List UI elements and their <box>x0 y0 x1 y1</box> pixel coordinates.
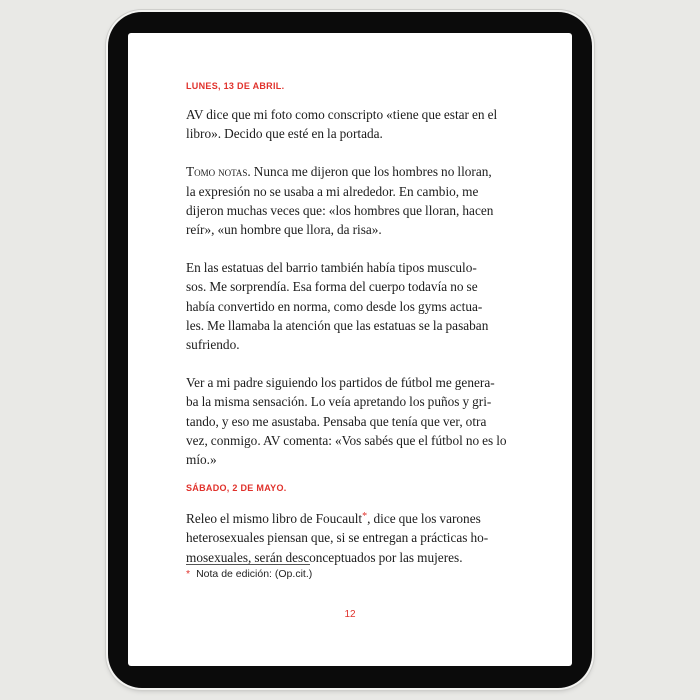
paragraph: En las estatuas del barrio también había tipos musculo- sos. Me sorprendía. Esa forma del cuerpo todavía no se había convertido en norma, como desde los gyms actua- les. Me llamaba la atención que las estatuas se la pasaban sufriendo. <box>186 260 489 353</box>
page-number: 12 <box>344 609 356 620</box>
footnote-reference[interactable]: * <box>362 511 368 523</box>
paragraph-text: Nunca me dijeron que los hombres no lloran, la expresión no se usaba a mi alrededor. En cambio, me dijeron muchas veces que: «los hombres que lloran, hacen reír», «un hombre que llora, da risa». <box>186 164 494 238</box>
page-content <box>186 81 522 567</box>
paragraph <box>186 507 522 567</box>
footnote-divider <box>186 564 310 565</box>
entry-date: LUNES, 13 DE ABRIL. <box>186 81 285 91</box>
paragraph-text: Releo el mismo libro de Foucault <box>186 511 363 527</box>
entry-date: SÁBADO, 2 DE MAYO. <box>186 483 287 494</box>
paragraph <box>186 162 522 239</box>
footnote-text: Nota de edición: (Op.cit.) <box>196 568 313 580</box>
paragraph: AV dice que mi foto como conscripto «tiene que estar en el libro». Decido que esté en la portada. <box>186 107 498 142</box>
footnote-marker: * <box>186 568 191 580</box>
footnote <box>186 568 312 580</box>
paragraph: Ver a mi padre siguiendo los partidos de fútbol me genera- ba la misma sensación. Lo veía apretando los puños y gri- tando, y eso me asustaba. Pensaba que tenía que ver, otra vez, conmigo. AV comenta: «Vos sabés que el fútbol no es lo mío.» <box>186 375 507 468</box>
inline-heading: Tomo notas. <box>186 164 251 180</box>
tablet-frame <box>108 12 592 688</box>
ebook-page[interactable] <box>128 33 572 666</box>
paragraph-text: , dice que los varones heterosexuales piensan que, si se entregan a prácticas ho- mosexuales, serán desconceptuados por las mujeres. <box>186 511 489 565</box>
